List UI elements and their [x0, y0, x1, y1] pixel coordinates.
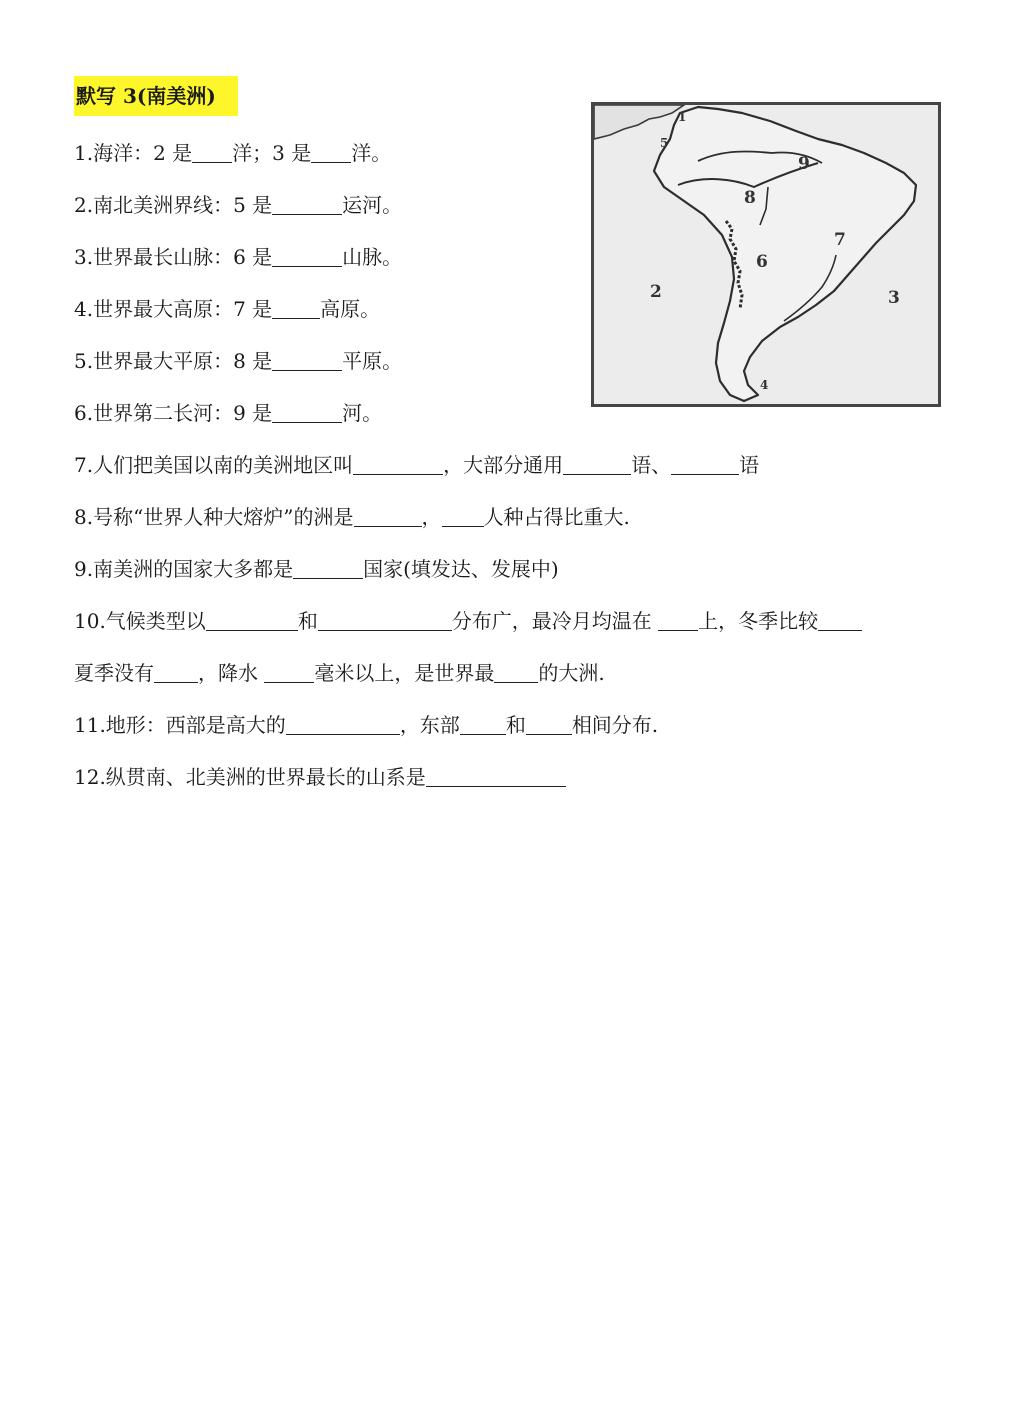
answer-blank[interactable]: [272, 421, 342, 423]
svg-text:9: 9: [798, 154, 810, 174]
svg-text:5: 5: [660, 136, 669, 150]
answer-blank[interactable]: [286, 733, 400, 735]
answer-blank[interactable]: [206, 629, 298, 631]
answer-blank[interactable]: [154, 681, 198, 683]
svg-text:7: 7: [834, 230, 846, 250]
answer-blank[interactable]: [272, 317, 320, 319]
answer-blank[interactable]: [354, 525, 422, 527]
answer-blank[interactable]: [272, 265, 342, 267]
answer-blank[interactable]: [318, 629, 452, 631]
question-12: 12.纵贯南、北美洲的世界最长的山系是: [74, 762, 566, 792]
answer-blank[interactable]: [426, 785, 566, 787]
answer-blank[interactable]: [293, 577, 363, 579]
question-8: 8.号称“世界人种大熔炉”的洲是 ， 人种占得比重大.: [74, 505, 630, 529]
map-drawing: [594, 105, 938, 404]
answer-blank[interactable]: [563, 473, 631, 475]
page-title: 默写 3(南美洲): [74, 76, 238, 116]
answer-blank[interactable]: [460, 733, 506, 735]
answer-blank[interactable]: [818, 629, 862, 631]
answer-blank[interactable]: [311, 161, 351, 163]
question-2: 2.南北美洲界线：5 是 运河。: [74, 193, 403, 217]
svg-text:1: 1: [678, 110, 687, 124]
answer-blank[interactable]: [192, 161, 232, 163]
answer-blank[interactable]: [494, 681, 538, 683]
question-11: 11.地形：西部是高大的 ，东部 和 相间分布.: [74, 713, 659, 737]
answer-blank[interactable]: [671, 473, 739, 475]
question-5: 5.世界最大平原：8 是 平原。: [74, 349, 403, 373]
svg-text:2: 2: [650, 282, 662, 302]
answer-blank[interactable]: [442, 525, 484, 527]
question-7: 7.人们把美国以南的美洲地区叫 ，大部分通用 语、 语: [74, 453, 760, 477]
question-10-line-2: 夏季没有 ，降水 毫米以上，是世界最 的大洲.: [74, 661, 605, 685]
svg-text:8: 8: [744, 188, 756, 208]
question-6: 6.世界第二长河：9 是 河。: [74, 401, 383, 425]
answer-blank[interactable]: [272, 369, 342, 371]
question-9: 9.南美洲的国家大多都是 国家(填发达、发展中): [74, 557, 559, 581]
answer-blank[interactable]: [526, 733, 572, 735]
answer-blank[interactable]: [658, 629, 698, 631]
svg-text:6: 6: [756, 252, 768, 272]
svg-text:3: 3: [888, 288, 900, 308]
answer-blank[interactable]: [272, 213, 342, 215]
question-10-line-1: 10.气候类型以 和 分布广，最冷月均温在 上，冬季比较: [74, 606, 862, 636]
answer-blank[interactable]: [353, 473, 443, 475]
question-4: 4.世界最大高原：7 是 高原。: [74, 297, 381, 321]
south-america-map: [591, 102, 941, 407]
svg-text:4: 4: [760, 378, 769, 392]
question-3: 3.世界最长山脉：6 是 山脉。: [74, 245, 403, 269]
answer-blank[interactable]: [264, 681, 314, 683]
question-1: 1.海洋：2 是 洋；3 是 洋。: [74, 141, 392, 165]
